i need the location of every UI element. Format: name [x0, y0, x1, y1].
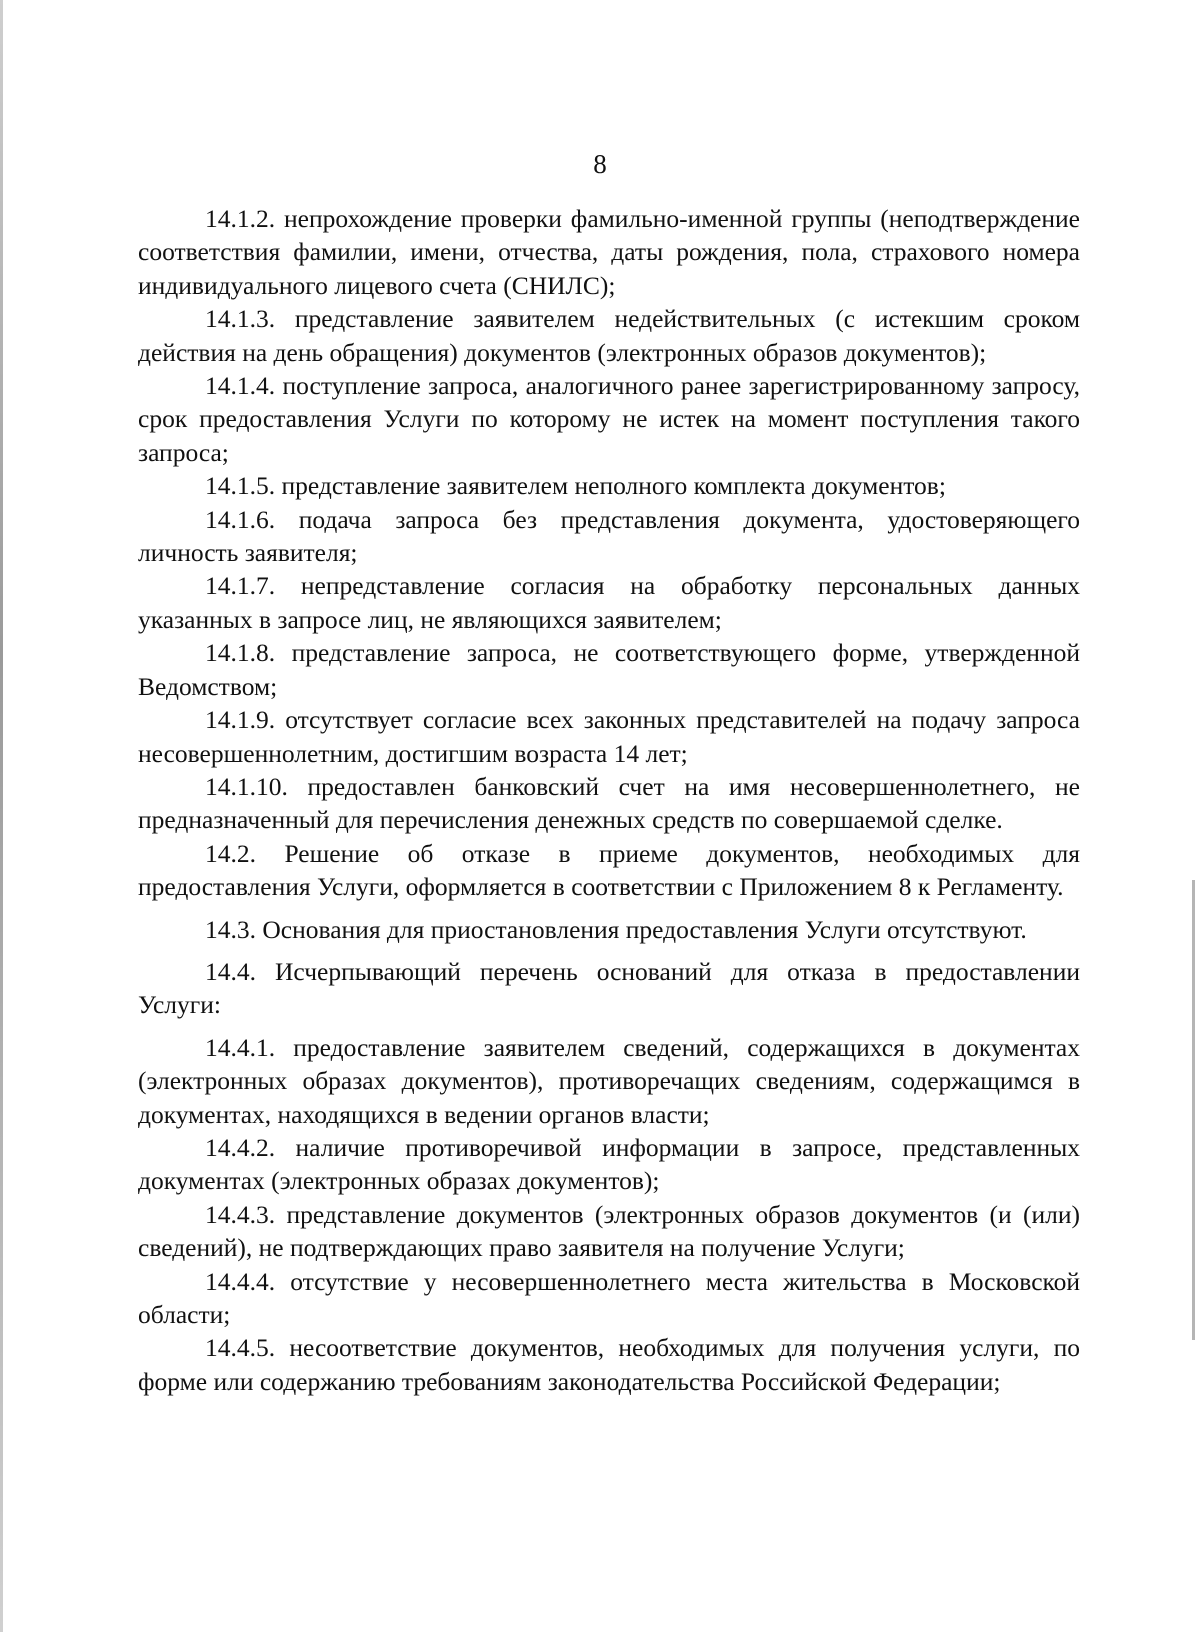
paragraph-14-4-5: 14.4.5. несоответствие документов, необходимых для получения услуги, по форме или содержанию требованиям законодательства Российской Федерации; — [138, 1333, 1080, 1396]
paragraph-14-1-6: 14.1.6. подача запроса без представления документа, удостоверяющего личность заявителя; — [138, 504, 1080, 568]
paragraph-14-4-2: 14.4.2. наличие противоречивой информации в запросе, представленных документах (электронных образах документов); — [138, 1132, 1080, 1196]
scan-right-edge — [1192, 880, 1195, 1340]
paragraph-14-1-10: 14.1.10. предоставлен банковский счет на имя несовершеннолетнего, не предназначенный для перечисления денежных средств по совершаемой сделке. — [138, 771, 1080, 835]
paragraph-14-2: 14.2. Решение об отказе в приеме документов, необходимых для предоставления Услуги, оформляется в соответствии с Приложением 8 к Регламенту. — [138, 838, 1080, 902]
paragraph-14-4-4: 14.4.4. отсутствие у несовершеннолетнего места жительства в Московской области; — [138, 1266, 1080, 1329]
paragraph-14-1-2: 14.1.2. непрохождение проверки фамильно-именной группы (неподтверждение соответствия фамилии, имени, отчества, даты рождения, пола, страхового номера индивидуального лицевого счета (СНИЛС); — [138, 204, 1080, 300]
paragraph-14-1-4: 14.1.4. поступление запроса, аналогичного ранее зарегистрированному запросу, срок предоставления Услуги по которому не истек на момент поступления такого запроса; — [138, 371, 1080, 467]
paragraph-14-1-3: 14.1.3. представление заявителем недействительных (с истекшим сроком действия на день обращения) документов (электронных образов документов); — [138, 304, 1080, 367]
paragraph-14-1-9: 14.1.9. отсутствует согласие всех законных представителей на подачу запроса несовершеннолетним, достигшим возраста 14 лет; — [138, 705, 1080, 768]
document-body — [138, 202, 1080, 1398]
paragraph-14-1-7: 14.1.7. непредставление согласия на обработку персональных данных указанных в запросе лиц, не являющихся заявителем; — [138, 571, 1080, 634]
paragraph-14-3: 14.3. Основания для приостановления предоставления Услуги отсутствуют. — [205, 914, 1027, 944]
paragraph-14-4-3: 14.4.3. представление документов (электронных образов документов (и (или) сведений), не подтверждающих право заявителя на получение Услуги; — [138, 1199, 1080, 1263]
paragraph-14-1-5: 14.1.5. представление заявителем неполного комплекта документов; — [205, 471, 946, 501]
page-number: 8 — [593, 149, 607, 179]
scan-left-edge — [0, 0, 3, 1632]
paragraph-14-1-8: 14.1.8. представление запроса, не соответствующего форме, утвержденной Ведомством; — [138, 638, 1080, 701]
paragraph-14-4-1: 14.4.1. предоставление заявителем сведений, содержащихся в документах (электронных образах документов), противоречащих сведениям, содержащимся в документах, находящихся в ведении органов власти; — [138, 1032, 1080, 1129]
paragraph-14-4: 14.4. Исчерпывающий перечень оснований для отказа в предоставлении Услуги: — [138, 956, 1080, 1020]
